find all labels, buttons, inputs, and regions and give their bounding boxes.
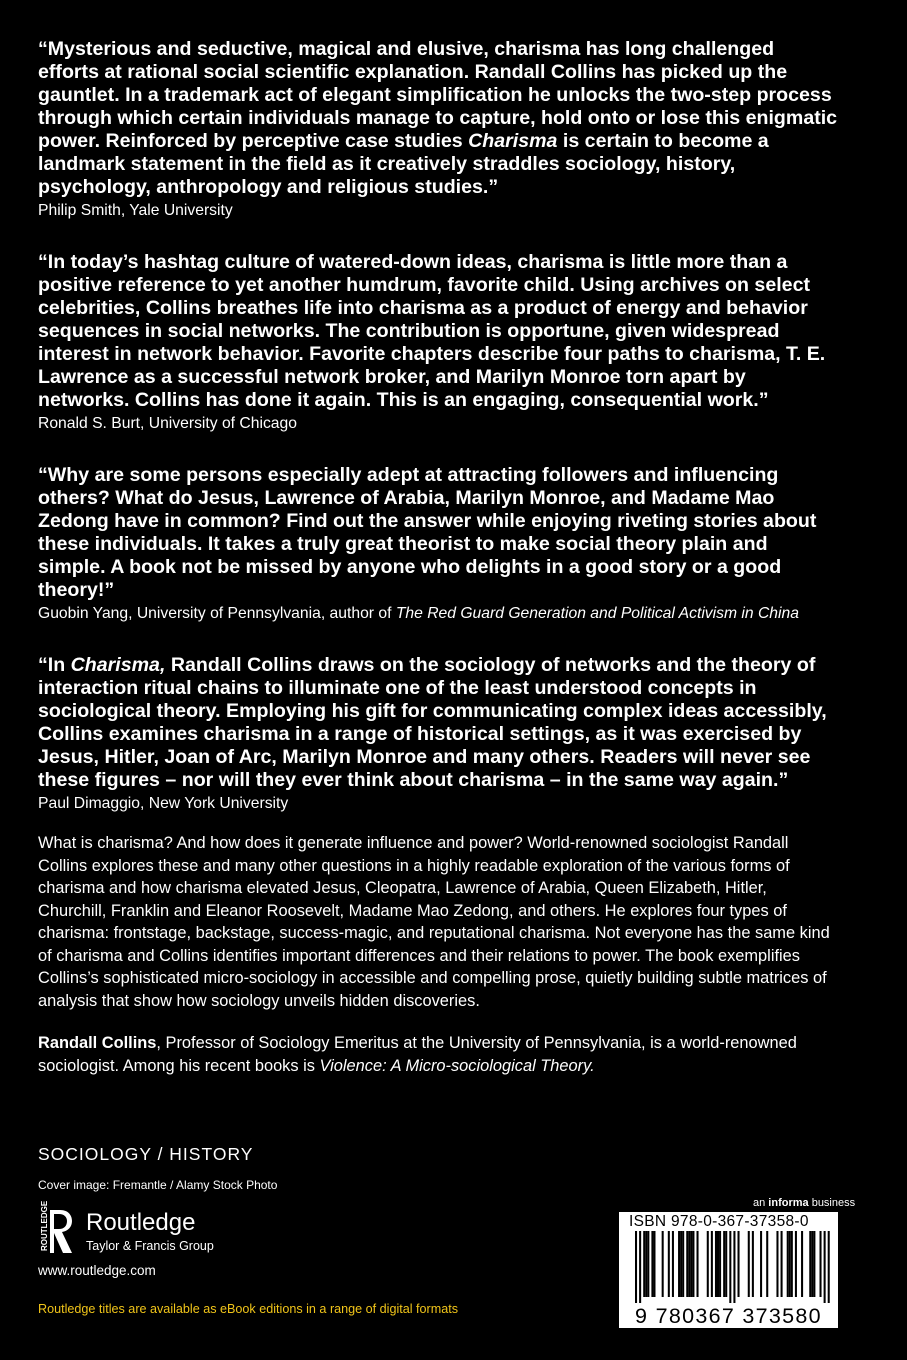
publisher-website: www.routledge.com xyxy=(38,1263,156,1278)
barcode-bar xyxy=(781,1231,783,1297)
book-title-italic: Violence: A Micro-sociological Theory. xyxy=(319,1056,595,1075)
back-cover-text xyxy=(38,38,838,1077)
barcode-bar xyxy=(686,1231,688,1297)
barcode-bar xyxy=(789,1231,791,1297)
barcode-bar xyxy=(697,1231,699,1297)
barcode-bar xyxy=(738,1231,740,1297)
subject-category: SOCIOLOGY / HISTORY xyxy=(38,1144,254,1164)
quote-text: is certain to become a landmark statement in the field as it creatively straddles sociology, history, psychology, anthropology and religious studies.” xyxy=(38,130,769,198)
barcode-bar xyxy=(752,1231,754,1297)
barcode-bar xyxy=(662,1231,664,1297)
routledge-r-icon xyxy=(38,1200,74,1255)
book-title-italic: Charisma xyxy=(468,130,558,152)
barcode-bar xyxy=(717,1231,719,1297)
isbn-barcode xyxy=(619,1212,838,1328)
barcode-digits: 9 780367 373580 xyxy=(635,1304,822,1328)
barcode-bar xyxy=(647,1231,649,1297)
barcode-bar xyxy=(653,1231,655,1297)
barcode-bar xyxy=(711,1231,713,1297)
barcode-bar xyxy=(733,1231,735,1303)
barcode-bar xyxy=(766,1231,768,1297)
barcode-bar xyxy=(795,1231,797,1297)
barcode-bar xyxy=(672,1231,674,1297)
barcode-bar xyxy=(692,1231,694,1297)
publisher-subtitle: Taylor & Francis Group xyxy=(86,1239,214,1253)
endorsement-2 xyxy=(38,251,838,434)
barcode-bar xyxy=(678,1231,680,1297)
barcode-bar xyxy=(776,1231,778,1297)
barcode-bar xyxy=(688,1231,690,1297)
barcode-bar xyxy=(820,1231,822,1297)
routledge-vertical-mark: ROUTLEDGE xyxy=(40,1200,49,1251)
barcode-bar xyxy=(824,1231,826,1303)
endorsement-3 xyxy=(38,464,838,624)
barcode-bars xyxy=(623,1231,834,1303)
barcode-bar xyxy=(715,1231,717,1297)
endorsement-quote xyxy=(38,654,838,792)
barcode-bar xyxy=(828,1231,830,1303)
barcode-bar xyxy=(811,1231,813,1297)
barcode-bar xyxy=(719,1231,721,1297)
barcode-bar xyxy=(643,1231,645,1297)
endorsement-attribution: Paul Dimaggio, New York University xyxy=(38,795,289,812)
informa-brand: informa xyxy=(768,1197,809,1209)
barcode-bar xyxy=(748,1231,750,1297)
author-bio-text: , Professor of Sociology Emeritus at the University of Pennsylvania, is a world-renowned sociologist. Among his recent books is xyxy=(38,1034,797,1075)
barcode-bar xyxy=(791,1231,793,1297)
endorsement-attribution: Philip Smith, Yale University xyxy=(38,202,233,219)
publisher-name: Routledge xyxy=(86,1209,196,1236)
barcode-bar xyxy=(729,1231,731,1303)
ebook-note: Routledge titles are available as eBook editions in a range of digital formats xyxy=(38,1302,459,1316)
author-name: Randall Collins xyxy=(38,1034,157,1052)
informa-prefix: an xyxy=(753,1197,769,1209)
isbn-label: ISBN 978-0-367-37358-0 xyxy=(629,1213,809,1230)
endorsement-quote xyxy=(38,38,838,199)
barcode-bar xyxy=(680,1231,682,1297)
barcode-bar xyxy=(682,1231,684,1297)
barcode-bar xyxy=(651,1231,653,1297)
barcode-bar xyxy=(668,1231,670,1297)
endorsement-quote: “In today’s hashtag culture of watered-down ideas, charisma is little more than a positive reference to yet another humdrum, favorite child. Using archives on select celebrities, Collins breathes life into charisma as a product of energy and behavior sequences in social networks. The contribution is opportune, given widespread interest in network behavior. Favorite chapters describe four paths to charisma, T. E. Lawrence as a successful network broker, and Marilyn Monroe torn apart by networks. Collins has done it again. This is an engaging, consequential work.” xyxy=(38,251,826,411)
quote-text: Randall Collins draws on the sociology of networks and the theory of interaction ritual chains to illuminate one of the least understood concepts in sociological theory. Employing his gift for communicating complex ideas accessibly, Collins examines charisma in a range of historical settings, as it was exercised by Jesus, Hitler, Joan of Arc, Marilyn Monroe and many others. Readers will never see these figures – nor will they ever think about charisma – in the same way again.” xyxy=(38,654,827,791)
endorsement-attribution: Ronald S. Burt, University of Chicago xyxy=(38,415,297,432)
barcode-bar xyxy=(787,1231,789,1297)
barcode-bar xyxy=(690,1231,692,1297)
endorsement-quote: “Why are some persons especially adept at attracting followers and influencing others? What do Jesus, Lawrence of Arabia, Marilyn Monroe, and Madame Mao Zedong have in common? Find out the answer while enjoying riveting stories about these individuals. It takes a truly great theorist to make social theory plain and simple. A book not be missed by anyone who delights in a good story or a good theory!” xyxy=(38,464,817,601)
barcode-bar xyxy=(645,1231,647,1297)
barcode-bar xyxy=(725,1231,727,1297)
book-description: What is charisma? And how does it generate influence and power? World-renowned sociologist Randall Collins explores these and many other questions in a highly readable exploration of the various forms of charisma and how charisma elevated Jesus, Cleopatra, Lawrence of Arabia, Queen Elizabeth, Hitler, Churchill, Franklin and Eleanor Roosevelt, Madame Mao Zedong, and others. He explores four types of charisma: frontstage, backstage, success-magic, and reputational charisma. Not everyone has the same kind of charisma and Collins identifies important differences and their relations to power. The book exemplifies Collins’s sophisticated micro-sociology in accessible and compelling prose, quietly building subtle matrices of analysis that show how sociology unveils hidden discoveries. xyxy=(38,834,830,1010)
barcode-bar xyxy=(801,1231,803,1297)
cover-credit: Cover image: Fremantle / Alamy Stock Photo xyxy=(38,1178,278,1192)
barcode-bar xyxy=(813,1231,815,1297)
book-title-italic: The Red Guard Generation and Political Activism in China xyxy=(395,605,799,622)
barcode-bar xyxy=(760,1231,762,1297)
barcode-bar xyxy=(723,1231,725,1297)
author-bio xyxy=(38,1032,838,1077)
informa-suffix: business xyxy=(808,1197,856,1209)
barcode-bar xyxy=(639,1231,641,1303)
book-title-italic: Charisma, xyxy=(70,654,166,676)
endorsement-attribution xyxy=(38,604,838,624)
quote-text: “Mysterious and seductive, magical and elusive, charisma has long challenged efforts at rational social scientific explanation. Randall Collins has picked up the gauntlet. In a trademark act of elegant simplification he unlocks the two-step process through which certain individuals manage to capture, hold onto or lose this enigmatic power. Reinforced by perceptive case studies xyxy=(38,38,838,152)
attribution-text: Guobin Yang, University of Pennsylvania, author of xyxy=(38,605,396,622)
endorsement-1 xyxy=(38,38,838,221)
informa-business xyxy=(753,1197,855,1209)
barcode-bar xyxy=(809,1231,811,1297)
routledge-logo xyxy=(38,1200,238,1257)
barcode-bar xyxy=(707,1231,709,1297)
barcode-bar xyxy=(635,1231,637,1303)
endorsement-4 xyxy=(38,654,838,814)
quote-text: “In xyxy=(38,654,71,676)
